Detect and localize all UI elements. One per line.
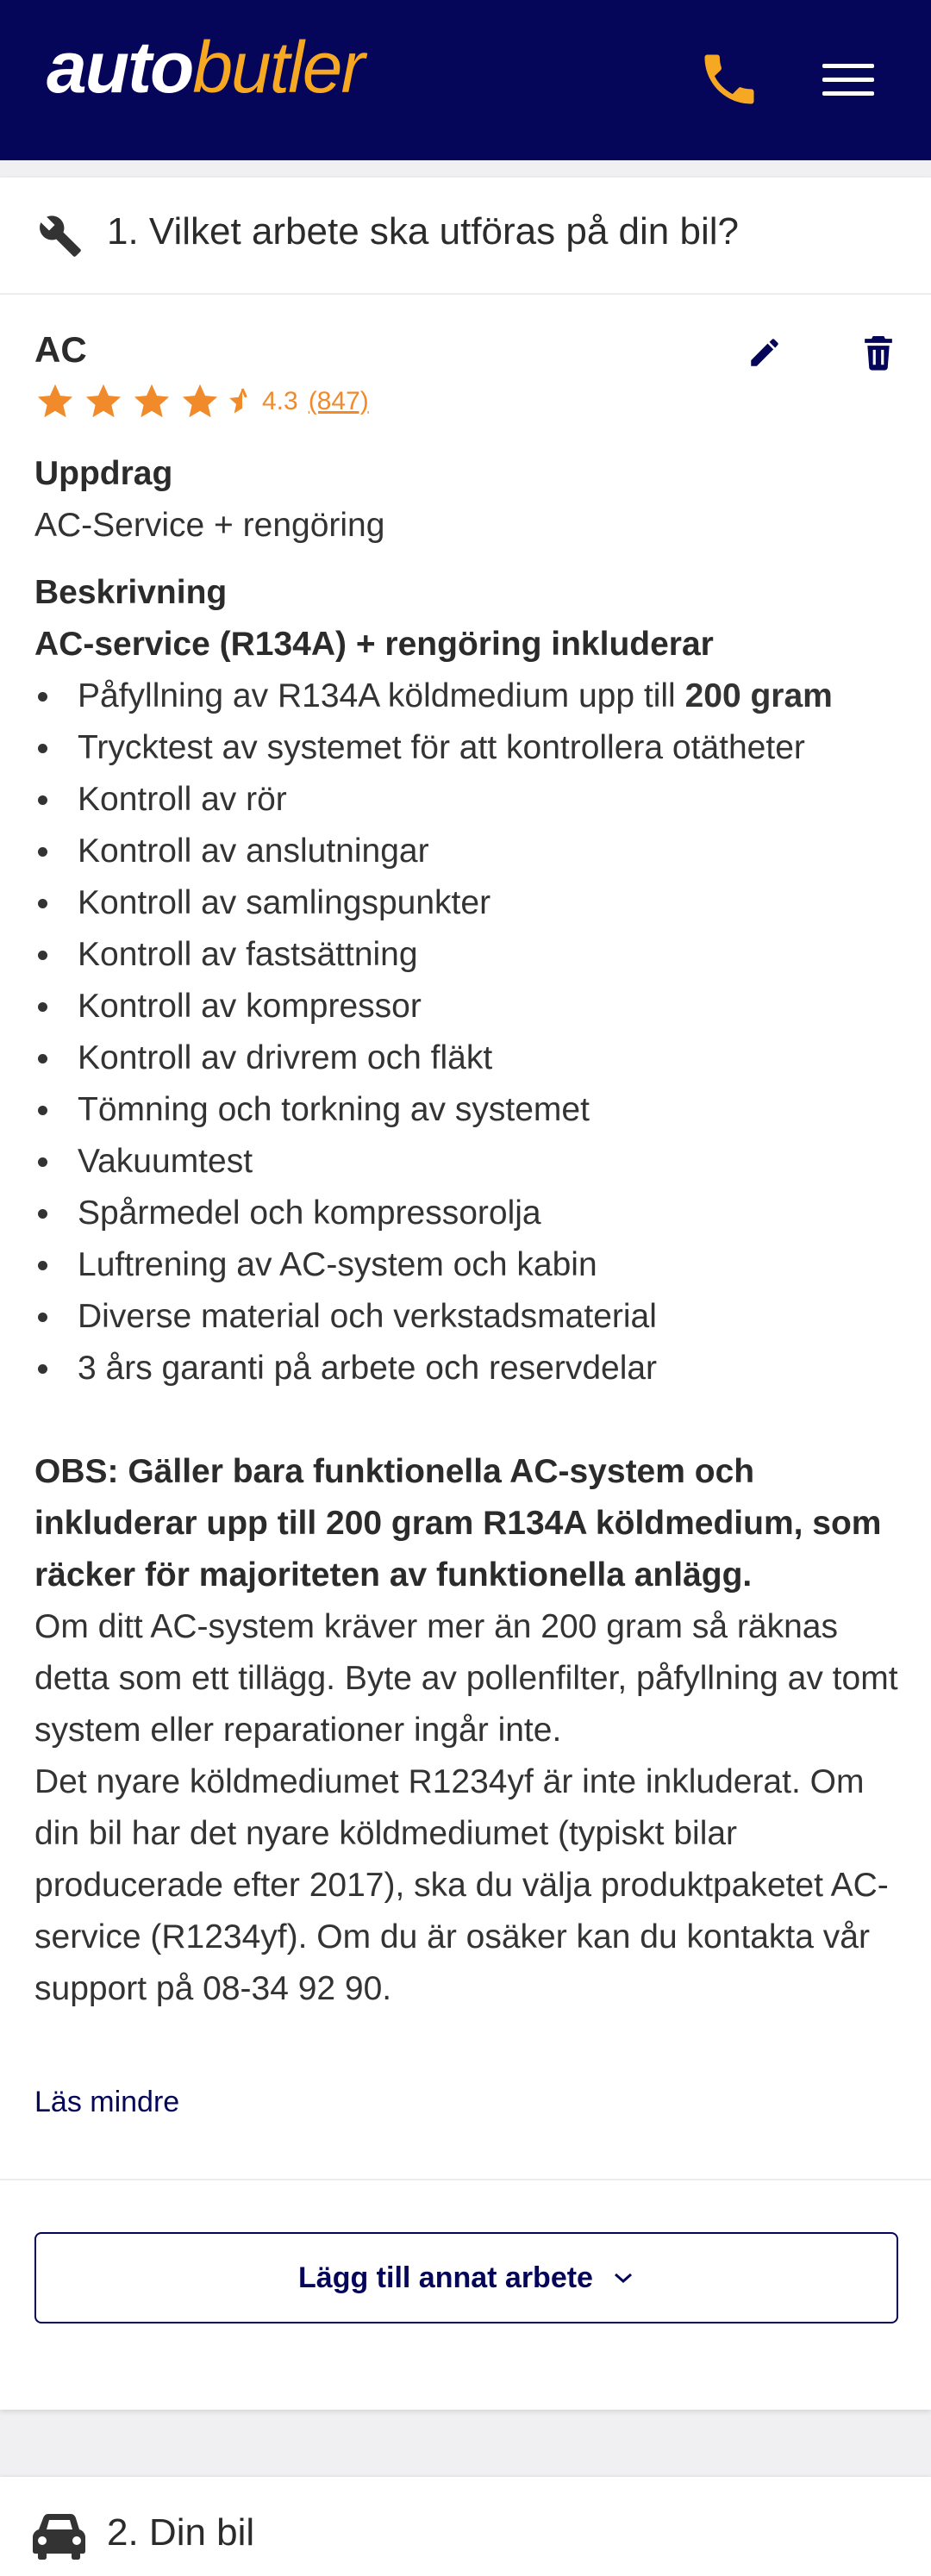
logo-auto: auto bbox=[47, 27, 193, 108]
feature-amount: 200 gram bbox=[684, 677, 833, 714]
autobutler-logo[interactable] bbox=[47, 27, 364, 108]
list-item: Diverse material och verkstadsmaterial bbox=[34, 1291, 905, 1343]
list-item: Luftrening av AC-system och kabin bbox=[34, 1239, 905, 1291]
extra-note: Om ditt AC-system kräver mer än 200 gram så räknas detta som ett tillägg. Byte av pollenfilter, påfyllning av tomt system eller reparationer ingår inte. bbox=[34, 1608, 898, 1749]
star-full-icon bbox=[179, 382, 221, 421]
refrigerant-note: Det nyare köldmediumet R1234yf är inte inkluderat. Om din bil har det nyare köldmediumet (typiskt bilar producerade efter 2017), ska du välja produktpaketet AC-service (R1234yf). Om du är osäker kan du kontakta vår support på 08-34 92 90. bbox=[34, 1763, 889, 2007]
phone-icon[interactable] bbox=[697, 47, 762, 112]
section-title-work: 1. Vilket arbete ska utföras på din bil? bbox=[107, 210, 739, 253]
wrench-icon bbox=[38, 214, 83, 259]
app-header bbox=[0, 0, 931, 160]
star-half-icon bbox=[228, 382, 257, 421]
feature-text: Påfyllning av R134A köldmedium upp till bbox=[78, 677, 685, 714]
your-car-section[interactable] bbox=[0, 2477, 931, 2576]
star-full-icon bbox=[83, 382, 124, 421]
list-item: Kontroll av anslutningar bbox=[34, 826, 905, 877]
star-full-icon bbox=[34, 382, 76, 421]
description-heading: AC-service (R134A) + rengöring inkluderar bbox=[34, 626, 714, 663]
star-full-icon bbox=[131, 382, 172, 421]
trash-icon[interactable] bbox=[862, 334, 895, 371]
rating-count-link[interactable]: (847) bbox=[308, 387, 369, 415]
pencil-icon[interactable] bbox=[747, 334, 783, 371]
divider bbox=[0, 2179, 931, 2180]
list-item: 3 års garanti på arbete och reservdelar bbox=[34, 1343, 905, 1394]
logo-butler: butler bbox=[192, 27, 364, 108]
work-selection-card bbox=[0, 178, 931, 2410]
list-item bbox=[34, 671, 905, 722]
add-other-work-label: Lägg till annat arbete bbox=[298, 2261, 593, 2294]
obs-note: OBS: Gäller bara funktionella AC-system och inkluderar upp till 200 gram R134A köldmedium, som räcker för majoriteten av funktionella anlägg. bbox=[34, 1453, 882, 1594]
section-header-work[interactable] bbox=[0, 178, 931, 295]
assignment-value: AC-Service + rengöring bbox=[34, 507, 385, 544]
rating-row bbox=[34, 381, 369, 422]
read-less-link[interactable]: Läs mindre bbox=[34, 2086, 180, 2118]
list-item: Vakuumtest bbox=[34, 1136, 905, 1188]
job-details bbox=[34, 448, 905, 2015]
list-item: Kontroll av kompressor bbox=[34, 981, 905, 1032]
car-icon bbox=[33, 2513, 86, 2560]
list-item: Kontroll av fastsättning bbox=[34, 929, 905, 981]
list-item: Tömning och torkning av systemet bbox=[34, 1084, 905, 1136]
chevron-down-icon bbox=[612, 2270, 634, 2286]
add-other-work-button[interactable] bbox=[34, 2232, 898, 2323]
list-item: Kontroll av drivrem och fläkt bbox=[34, 1032, 905, 1084]
description-label: Beskrivning bbox=[34, 574, 228, 611]
feature-list bbox=[34, 671, 905, 1394]
list-item: Kontroll av rör bbox=[34, 774, 905, 826]
list-item: Spårmedel och kompressorolja bbox=[34, 1188, 905, 1239]
rating-value: 4.3 bbox=[262, 387, 298, 415]
section-title-car: 2. Din bil bbox=[107, 2511, 255, 2554]
assignment-label: Uppdrag bbox=[34, 455, 173, 492]
list-item: Trycktest av systemet för att kontrollera otätheter bbox=[34, 722, 905, 774]
hamburger-menu-icon[interactable] bbox=[819, 52, 879, 107]
list-item: Kontroll av samlingspunkter bbox=[34, 877, 905, 929]
job-title: AC bbox=[34, 329, 87, 370]
